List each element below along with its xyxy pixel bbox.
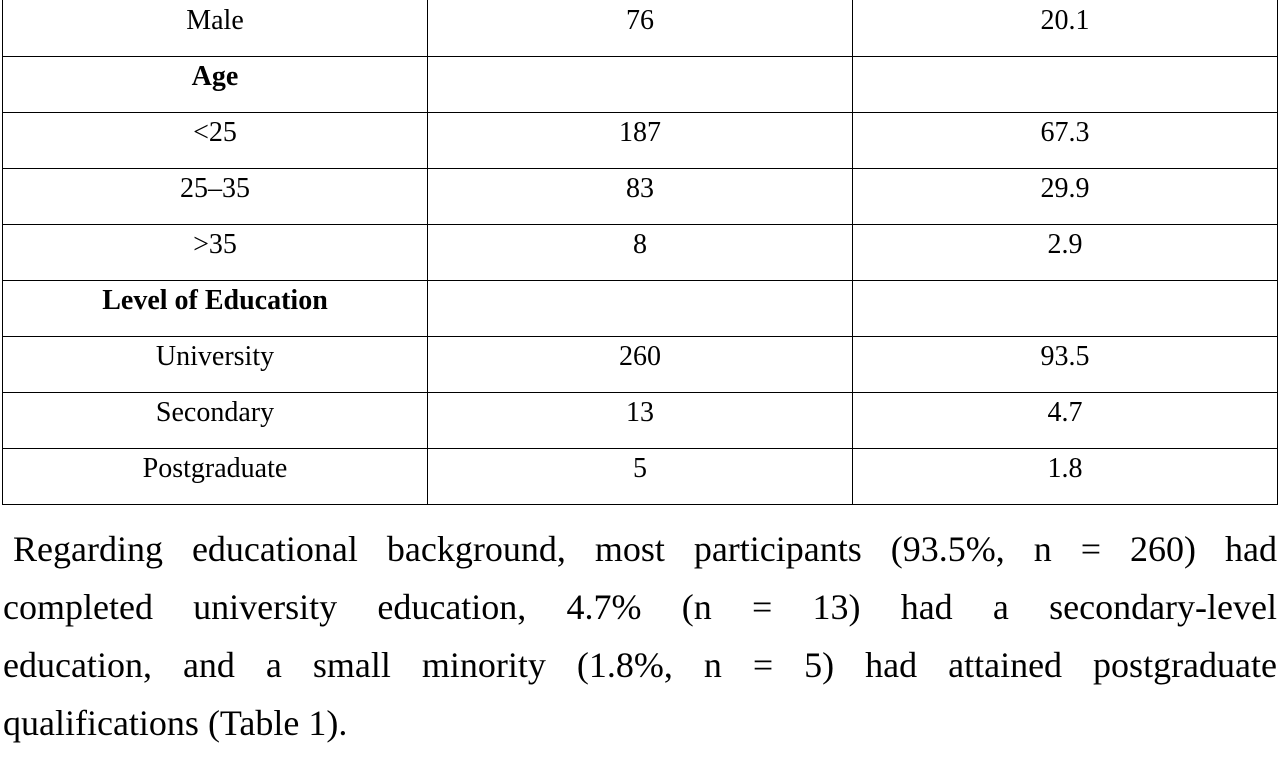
results-paragraph [3,520,1277,752]
row-label: <25 [3,113,428,169]
table-row [3,225,1278,281]
row-percent: 2.9 [853,225,1278,281]
section-heading-age: Age [3,57,428,113]
row-count: 5 [428,449,853,505]
row-count [428,281,853,337]
paragraph-line: education, and a small minority (1.8%, n = 5) had attained postgraduate [3,645,1277,685]
row-label: 25–35 [3,169,428,225]
demographics-table [2,0,1278,505]
table-row [3,393,1278,449]
row-count: 260 [428,337,853,393]
row-percent: 29.9 [853,169,1278,225]
row-count: 187 [428,113,853,169]
row-count: 76 [428,0,853,57]
row-count: 8 [428,225,853,281]
row-count: 83 [428,169,853,225]
row-label: >35 [3,225,428,281]
table-row [3,169,1278,225]
row-percent [853,281,1278,337]
row-percent: 20.1 [853,0,1278,57]
table-section-row [3,281,1278,337]
paragraph-line: completed university education, 4.7% (n = 13) had a secondary-level [3,587,1277,627]
row-percent: 1.8 [853,449,1278,505]
row-percent: 93.5 [853,337,1278,393]
row-count: 13 [428,393,853,449]
paragraph-line: Regarding educational background, most participants (93.5%, n = 260) had [13,529,1277,569]
row-label: Postgraduate [3,449,428,505]
table-row [3,337,1278,393]
row-label: University [3,337,428,393]
table-section-row [3,57,1278,113]
row-percent [853,57,1278,113]
paragraph-line: qualifications (Table 1). [3,703,348,743]
row-percent: 67.3 [853,113,1278,169]
row-label: Secondary [3,393,428,449]
row-percent: 4.7 [853,393,1278,449]
table-row [3,449,1278,505]
row-label: Male [3,0,428,57]
section-heading-education: Level of Education [3,281,428,337]
table-row [3,0,1278,57]
row-count [428,57,853,113]
table-row [3,113,1278,169]
